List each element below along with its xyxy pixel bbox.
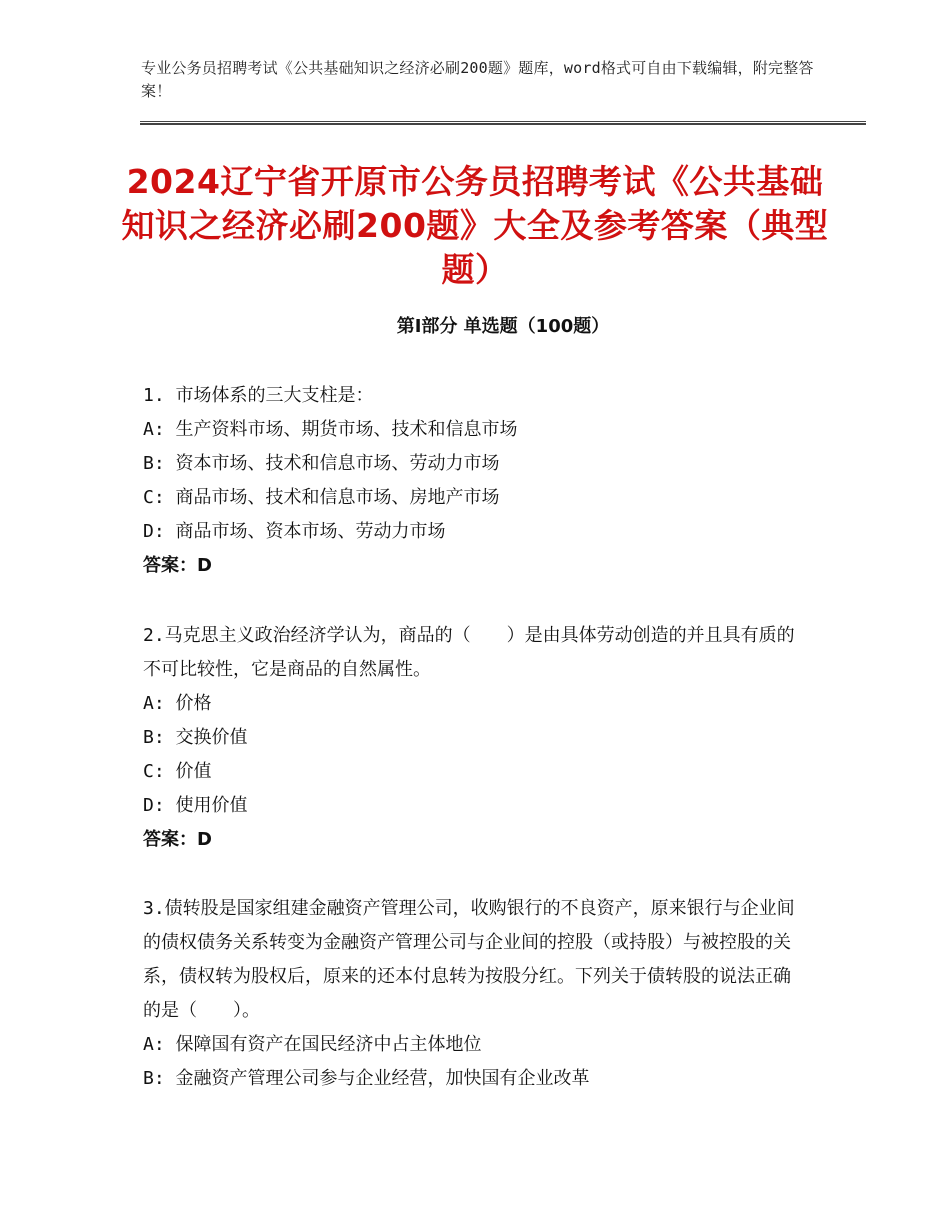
question-2: [143, 619, 803, 857]
question-1: [143, 379, 803, 583]
question-stem: 2.马克思主义政治经济学认为，商品的（ ）是由具体劳动创造的并且具有质的不可比较性，它是商品的自然属性。: [143, 625, 795, 680]
section-title: 第Ⅰ部分 单选题（100题）: [396, 316, 610, 337]
header-divider: [140, 121, 866, 125]
option-d: D: 商品市场、资本市场、劳动力市场: [143, 521, 446, 542]
document-title: 2024辽宁省开原市公务员招聘考试《公共基础知识之经济必刷200题》大全及参考答案（典型题）: [121, 162, 829, 289]
option-c: C: 商品市场、技术和信息市场、房地产市场: [143, 487, 500, 508]
header-note: 专业公务员招聘考试《公共基础知识之经济必刷200题》题库，word格式可自由下载编辑，附完整答案！: [141, 59, 814, 100]
option-b: B: 金融资产管理公司参与企业经营，加快国有企业改革: [143, 1068, 590, 1089]
option-a: A: 价格: [143, 693, 212, 714]
option-b: B: 资本市场、技术和信息市场、劳动力市场: [143, 453, 500, 474]
answer-line: 答案：D: [143, 555, 212, 576]
option-a: A: 生产资料市场、期货市场、技术和信息市场: [143, 419, 518, 440]
option-c: C: 价值: [143, 761, 212, 782]
option-b: B: 交换价值: [143, 727, 248, 748]
option-a: A: 保障国有资产在国民经济中占主体地位: [143, 1034, 482, 1055]
question-3: [143, 892, 803, 1096]
option-d: D: 使用价值: [143, 795, 248, 816]
question-stem: 3.债转股是国家组建金融资产管理公司，收购银行的不良资产，原来银行与企业间的债权债务关系转变为金融资产管理公司与企业间的控股（或持股）与被控股的关系，债权转为股权后，原来的还本付息转为按股分红。下列关于债转股的说法正确的是（ ）。: [143, 898, 795, 1021]
question-stem: 1. 市场体系的三大支柱是：: [143, 385, 374, 406]
answer-line: 答案：D: [143, 829, 212, 850]
